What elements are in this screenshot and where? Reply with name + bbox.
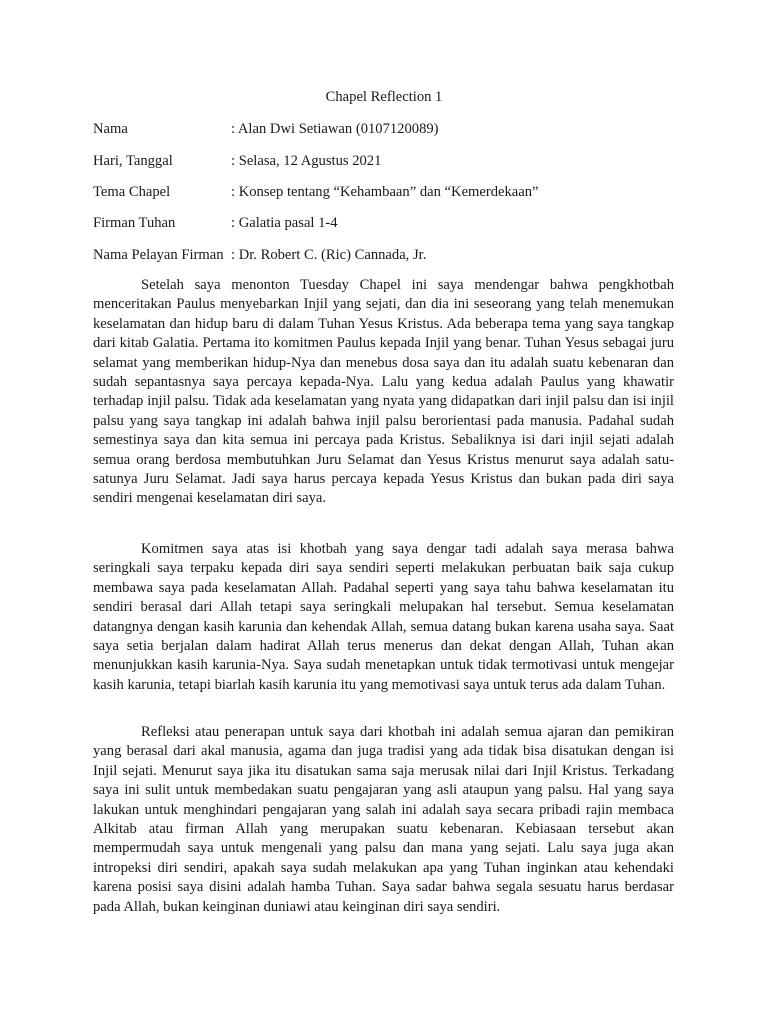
info-row-hari-tanggal [93,151,693,171]
info-label: Tema Chapel [93,184,171,200]
paragraph-3: Refleksi atau penerapan untuk saya dari khotbah ini adalah semua ajaran dan pemikiran yang berasal dari akal manusia, agama dan juga tradisi yang ada tidak bisa disatukan dengan isi Injil sejati. Menurut saya jika itu disatukan sama saja merusak nilai dari Injil Kristus. Terkadang saya ini sulit untuk membedakan suatu pengajaran yang asli ataupun yang palsu. Hal yang saya lakukan untuk menghindari pengajaran yang salah ini adalah saya secara pribadi rajin membaca Alkitab atau firman Allah yang merupakan suatu kebenaran. Kebiasaan tersebut akan mempermudah saya untuk mengenali yang palsu dan mana yang sejati. Lalu saya juga akan intropeksi diri sendiri, apakah saya sudah melakukan apa yang Tuhan inginkan atau kehendaki karena posisi saya disini adalah hamba Tuhan. Saya sadar bahwa segala sesuatu harus berdasar pada Allah, bukan keinginan duniawi atau keinginan diri saya sendiri. [93,724,674,915]
info-label: Hari, Tanggal [93,153,173,169]
info-label: Nama [93,121,128,137]
info-row-nama [93,119,693,139]
info-value: : Galatia pasal 1-4 [231,215,338,231]
info-row-nama-pelayan-firman [93,245,693,265]
info-label: Nama Pelayan Firman [93,247,224,263]
info-value: : Selasa, 12 Agustus 2021 [231,153,382,169]
info-label: Firman Tuhan [93,215,176,231]
info-value: : Konsep tentang “Kehambaan” dan “Kemerdekaan” [231,184,539,200]
info-row-tema-chapel [93,182,693,202]
info-value: : Alan Dwi Setiawan (0107120089) [231,121,439,137]
info-value: : Dr. Robert C. (Ric) Cannada, Jr. [231,247,427,263]
paragraph-2: Komitmen saya atas isi khotbah yang saya dengar tadi adalah saya merasa bahwa seringkali saya terpaku kepada diri saya sendiri seperti melakukan perbuatan baik saja cukup membawa saya pada keselamatan Allah. Padahal seperti yang saya tahu bahwa keselamatan itu sendiri berasal dari Allah tetapi saya seringkali melupakan hal tersebut. Semua keselamatan datangnya dengan kasih karunia dan kehendak Allah, semua datang bukan karena usaha saya. Saat saya setia berjalan dalam hadirat Allah terus menerus dan dekat dengan Allah, Tuhan akan menunjukkan kasih karunia-Nya. Saya sudah menetapkan untuk tidak termotivasi untuk mengejar kasih karunia, tetapi biarlah kasih karunia itu yang memotivasi saya untuk terus ada dalam Tuhan. [93,541,674,693]
paragraph-1: Setelah saya menonton Tuesday Chapel ini saya mendengar bahwa pengkhotbah menceritakan Paulus menyebarkan Injil yang sejati, dan dia ini seseorang yang telah menemukan keselamatan dan hidup baru di dalam Tuhan Yesus Kristus. Ada beberapa tema yang saya tangkap dari kitab Galatia. Pertama ito komitmen Paulus kepada Injil yang benar. Tuhan Yesus sebagai juru selamat yang memberikan hidup-Nya dan menebus dosa saya dan itu adalah suatu kebenaran dan sudah sepantasnya saya percaya kepada-Nya. Lalu yang kedua adalah Paulus yang khawatir terhadap injil palsu. Tidak ada keselamatan yang nyata yang didapatkan dari injil palsu dan isi injil palsu yang saya tangkap ini adalah bahwa injil palsu berorientasi pada manusia. Padahal sudah semestinya saya dan kita semua ini percaya pada Kristus. Sebaliknya isi dari injil sejati adalah semua orang berdosa membutuhkan Juru Selamat dan Yesus Kristus menurut saya adalah satu-satunya Juru Selamat. Jadi saya harus percaya kepada Yesus Kristus dan bukan pada diri saya sendiri mengenai keselamatan diri saya. [93,277,674,507]
document-title: Chapel Reflection 1 [325,89,443,105]
info-row-firman-tuhan [93,213,693,233]
